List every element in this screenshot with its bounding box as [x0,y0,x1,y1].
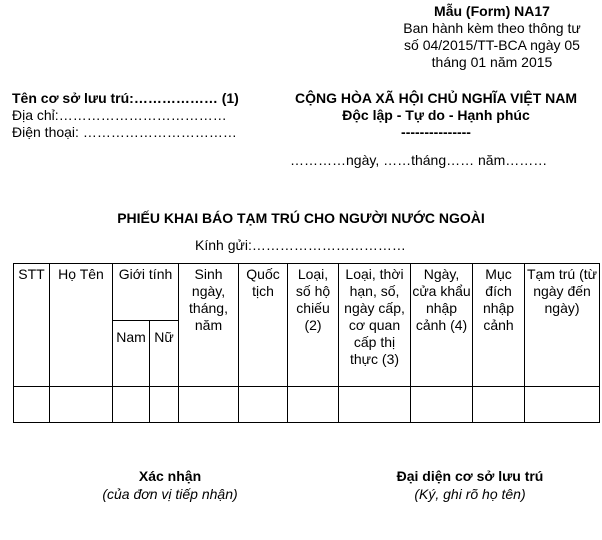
table-cell[interactable] [50,387,113,423]
phone-dots: …………………………… [78,124,237,140]
header-gender: Giới tính [113,264,179,321]
address-label: Địa chỉ: [12,107,59,123]
header-nationality: Quốc tịch [239,264,288,387]
header-male: Nam [113,321,150,387]
table-header-row [14,264,600,321]
header-entry: Ngày, cửa khẩu nhập cảnh (4) [411,264,473,387]
establishment-name-line [12,90,239,107]
signature-receiver-title: Xác nhận [138,468,202,484]
header-passport: Loại, số hộ chiếu (2) [288,264,339,387]
document-title: PHIẾU KHAI BÁO TẠM TRÚ CHO NGƯỜI NƯỚC NGOÀI [117,210,485,226]
form-code-title: Mẫu (Form) NA17 [434,3,550,19]
signature-establishment [350,467,590,503]
header-dob: Sinh ngày, tháng, năm [179,264,239,387]
motto-underline: --------------- [401,124,471,140]
form-code-line: số 04/2015/TT-BCA ngày 05 [404,37,580,53]
signature-receiver [60,467,280,503]
national-header [270,90,602,141]
header-name: Họ Tên [50,264,113,387]
establishment-name-dots: ……………… (1) [133,90,239,106]
national-motto: Độc lập - Tự do - Hạnh phúc [342,107,530,123]
country-name: CỘNG HÒA XÃ HỘI CHỦ NGHĨA VIỆT NAM [294,90,578,106]
table-cell[interactable] [288,387,339,423]
form-code-line: Ban hành kèm theo thông tư [403,20,581,36]
phone-line [12,124,239,141]
signature-establishment-note: (Ký, ghi rõ họ tên) [414,486,526,502]
table-cell[interactable] [339,387,411,423]
recipient-line: Kính gửi:…………………………… [195,237,406,253]
signature-receiver-note: (của đơn vị tiếp nhận) [102,486,238,502]
table-cell[interactable] [14,387,50,423]
table-cell[interactable] [239,387,288,423]
establishment-block [12,90,239,141]
header-stay: Tạm trú (từ ngày đến ngày) [525,264,600,387]
table-cell[interactable] [473,387,525,423]
table-cell[interactable] [113,387,150,423]
table-cell[interactable] [525,387,600,423]
header-visa: Loại, thời hạn, số, ngày cấp, cơ quan cấp thị thực (3) [339,264,411,387]
signature-establishment-title: Đại diện cơ sở lưu trú [396,468,544,484]
form-code-line: tháng 01 năm 2015 [431,54,553,70]
address-dots: ……………………………… [58,107,227,123]
table-row [14,387,600,423]
header-stt: STT [14,264,50,387]
form-code-block [392,3,592,71]
table-cell[interactable] [411,387,473,423]
date-line: …………ngày, ……tháng…… năm……… [290,152,548,168]
header-purpose: Mục đích nhập cảnh [473,264,525,387]
phone-label: Điện thoại: [12,124,79,140]
establishment-name-label: Tên cơ sở lưu trú: [12,90,134,106]
registration-table [13,263,600,423]
header-female: Nữ [150,321,179,387]
table-cell[interactable] [150,387,179,423]
address-line [12,107,239,124]
table-cell[interactable] [179,387,239,423]
